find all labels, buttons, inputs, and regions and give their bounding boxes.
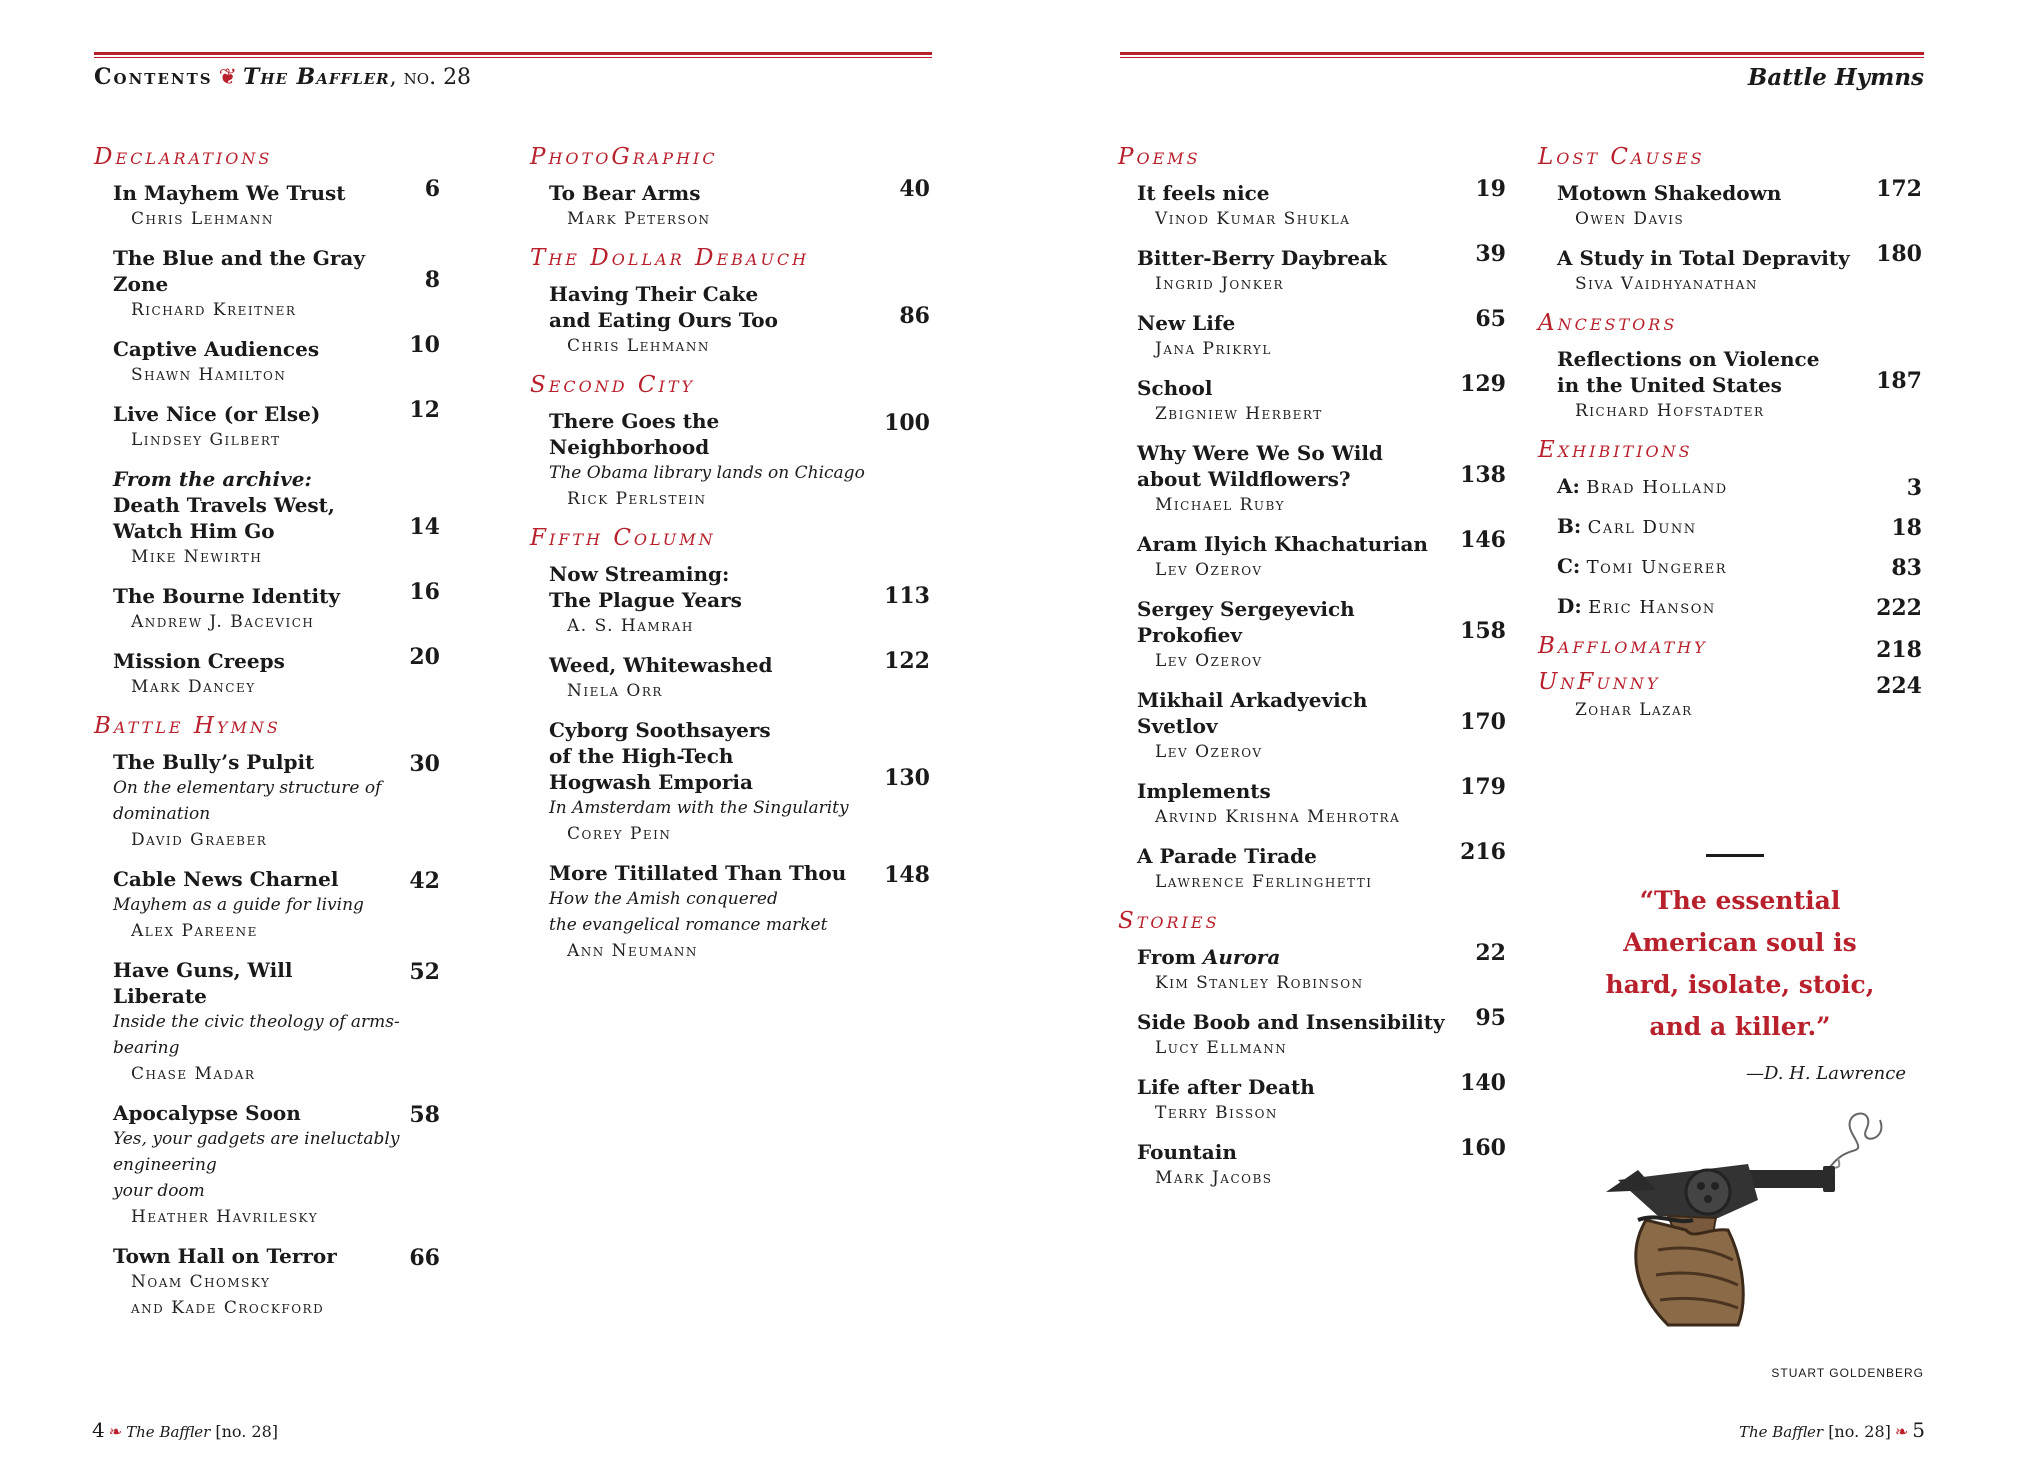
- exhibition-label: C:: [1557, 554, 1581, 578]
- exhibition-page: 83: [1891, 555, 1922, 581]
- entry-author: David Graeber: [131, 830, 268, 850]
- entry-title: In Mayhem We Trust: [113, 181, 346, 205]
- toc-entry[interactable]: [530, 176, 930, 232]
- entry-page: 16: [409, 579, 440, 605]
- entry-title: [1137, 944, 1506, 970]
- entry-title: Town Hall on Terror: [113, 1244, 337, 1268]
- unfunny-entry[interactable]: [1538, 669, 1922, 723]
- toc-entry[interactable]: [1118, 687, 1506, 765]
- entry-page: 20: [409, 644, 440, 670]
- column-2: [530, 138, 930, 977]
- section-title-fifth-column: Fifth Column: [530, 525, 716, 551]
- entry-title: about Wildflowers?: [1137, 467, 1351, 491]
- entry-dek: your doom: [113, 1181, 205, 1201]
- entry-author: Chris Lehmann: [131, 209, 274, 229]
- entry-page: 129: [1460, 371, 1506, 397]
- magazine-name: The Baffler: [243, 64, 390, 90]
- toc-entry[interactable]: [94, 579, 440, 635]
- entry-author: Lev Ozerov: [1155, 560, 1263, 580]
- entry-author: Chase Madar: [131, 1064, 256, 1084]
- entry-title: Captive Audiences: [113, 337, 320, 361]
- exhibition-artist: Brad Holland: [1586, 477, 1728, 498]
- entry-title: Having Their Cake: [549, 282, 759, 306]
- entry-page: 6: [424, 176, 440, 202]
- exhibition-page: 18: [1891, 515, 1922, 541]
- column-3: [1118, 138, 1506, 1204]
- illustration-credit: STUART GOLDENBERG: [1771, 1366, 1924, 1380]
- entry-page: 140: [1460, 1070, 1506, 1096]
- entry-page: 170: [1460, 709, 1506, 735]
- entry-title-italic: Aurora: [1202, 945, 1281, 969]
- section-title-dollar-debauch: The Dollar Debauch: [530, 245, 810, 271]
- entry-dek: the evangelical romance market: [549, 915, 828, 935]
- entry-author: Zohar Lazar: [1575, 700, 1693, 720]
- section-title-unfunny: UnFunny: [1538, 669, 1661, 695]
- toc-entry[interactable]: [94, 957, 440, 1087]
- entry-title: Live Nice (or Else): [113, 402, 321, 426]
- entry-title: Apocalypse Soon: [113, 1101, 301, 1125]
- publication-name: The Baffler: [1738, 1423, 1824, 1441]
- toc-entry[interactable]: [1118, 774, 1506, 830]
- entry-author: Mike Newirth: [131, 547, 263, 567]
- section-title-stories: Stories: [1118, 908, 1220, 934]
- entry-title: and Eating Ours Too: [549, 308, 778, 332]
- entry-page: 19: [1475, 176, 1506, 202]
- exhibition-entry[interactable]: [1538, 473, 1922, 501]
- entry-page: 179: [1460, 774, 1506, 800]
- entry-author: Vinod Kumar Shukla: [1155, 209, 1351, 229]
- toc-entry[interactable]: [1538, 176, 1922, 232]
- contents-label: Contents: [94, 64, 213, 90]
- toc-entry[interactable]: [94, 332, 440, 388]
- entry-author: Chris Lehmann: [567, 336, 710, 356]
- ornament-icon: ❧: [108, 1422, 123, 1441]
- entry-author: Mark Dancey: [131, 677, 256, 697]
- page-number: 5: [1912, 1418, 1925, 1442]
- toc-entry[interactable]: [94, 466, 440, 570]
- toc-entry[interactable]: [530, 561, 930, 639]
- toc-entry[interactable]: [94, 176, 440, 232]
- entry-author: Siva Vaidhyanathan: [1575, 274, 1758, 294]
- entry-page: 14: [409, 514, 440, 540]
- entry-title: in the United States: [1557, 373, 1782, 397]
- ornament-icon: ❦: [218, 65, 238, 90]
- entry-author: Niela Orr: [567, 681, 663, 701]
- toc-entry[interactable]: [94, 644, 440, 700]
- exhibition-page: 222: [1876, 595, 1922, 621]
- folio-right: [1739, 1418, 1925, 1442]
- entry-page: 66: [409, 1245, 440, 1271]
- running-head-right: Battle Hymns: [1747, 64, 1924, 91]
- entry-dek: Yes, your gadgets are ineluctably engineering: [113, 1129, 400, 1175]
- entry-page: 58: [409, 1102, 440, 1128]
- entry-author: and Kade Crockford: [131, 1298, 325, 1318]
- entry-page: 39: [1475, 241, 1506, 267]
- toc-entry[interactable]: [530, 717, 930, 847]
- entry-page: 12: [409, 397, 440, 423]
- entry-page: 22: [1475, 940, 1506, 966]
- page-number: 4: [92, 1418, 105, 1442]
- issue-number: no. 28: [403, 65, 472, 90]
- entry-title: It feels nice: [1137, 181, 1270, 205]
- entry-page: 40: [899, 176, 930, 202]
- bafflomathy-entry[interactable]: [1538, 633, 1922, 663]
- entry-title: The Bourne Identity: [113, 584, 340, 608]
- toc-entry[interactable]: [1118, 371, 1506, 427]
- entry-dek: Inside the civic theology of arms-bearing: [113, 1012, 400, 1058]
- entry-title: Cable News Charnel: [113, 867, 339, 891]
- entry-author: Andrew J. Bacevich: [131, 612, 315, 632]
- exhibition-entry[interactable]: [1538, 553, 1922, 581]
- section-title-bafflomathy: Bafflomathy: [1538, 633, 1708, 659]
- exhibition-artist: Tomi Ungerer: [1586, 557, 1727, 578]
- entry-author: Richard Kreitner: [131, 300, 297, 320]
- section-title-second-city: Second City: [530, 372, 696, 398]
- toc-entry[interactable]: [1118, 1135, 1506, 1191]
- entry-title: Implements: [1137, 779, 1271, 803]
- entry-author: Richard Hofstadter: [1575, 401, 1765, 421]
- section-title-lost-causes: Lost Causes: [1538, 144, 1705, 170]
- exhibition-page: 3: [1906, 475, 1922, 501]
- entry-author: Kim Stanley Robinson: [1155, 973, 1364, 993]
- quote-line: hard, isolate, stoic,: [1605, 970, 1875, 999]
- entry-title: Life after Death: [1137, 1075, 1315, 1099]
- entry-author: Mark Peterson: [567, 209, 711, 229]
- entry-author: Jana Prikryl: [1155, 339, 1272, 359]
- exhibition-label: D:: [1557, 594, 1582, 618]
- entry-title: To Bear Arms: [549, 181, 701, 205]
- entry-page: 52: [409, 959, 440, 985]
- entry-page: 130: [884, 765, 930, 791]
- column-1: [94, 138, 440, 1334]
- entry-title: Have Guns, Will Liberate: [113, 958, 293, 1008]
- entry-title: Death Travels West,: [113, 493, 335, 517]
- entry-page: 86: [899, 303, 930, 329]
- entry-tag: From the archive:: [113, 467, 312, 491]
- entry-author: Ann Neumann: [567, 941, 698, 961]
- ornament-icon: ❧: [1894, 1422, 1909, 1441]
- toc-entry[interactable]: [94, 1100, 440, 1230]
- toc-entry[interactable]: [530, 648, 930, 704]
- quote-line: “The essential: [1639, 886, 1841, 915]
- entry-page: 10: [409, 332, 440, 358]
- folio-left: [92, 1418, 278, 1442]
- entry-page: 122: [884, 648, 930, 674]
- entry-page: 95: [1475, 1005, 1506, 1031]
- entry-title: The Plague Years: [549, 588, 742, 612]
- toc-entry[interactable]: [1118, 440, 1506, 518]
- toc-entry[interactable]: [94, 245, 440, 323]
- entry-page: 8: [424, 267, 440, 293]
- entry-page: 146: [1460, 527, 1506, 553]
- entry-page: 42: [409, 868, 440, 894]
- entry-author: Lawrence Ferlinghetti: [1155, 872, 1373, 892]
- entry-author: Shawn Hamilton: [131, 365, 287, 385]
- entry-page: 30: [409, 751, 440, 777]
- toc-entry[interactable]: [94, 397, 440, 453]
- ornamental-divider: [1706, 854, 1764, 857]
- entry-title: New Life: [1137, 311, 1236, 335]
- entry-title-prefix: From: [1137, 945, 1203, 969]
- entry-page: 113: [884, 583, 930, 609]
- top-rule-left: [94, 52, 932, 58]
- entry-author: A. S. Hamrah: [567, 616, 694, 636]
- toc-entry[interactable]: [1118, 306, 1506, 362]
- toc-entry[interactable]: [1118, 1070, 1506, 1126]
- section-title-poems: Poems: [1118, 144, 1201, 170]
- entry-author: Lindsey Gilbert: [131, 430, 281, 450]
- entry-dek: On the elementary structure of domination: [113, 778, 382, 824]
- entry-page: 224: [1876, 673, 1922, 699]
- toc-entry[interactable]: [1118, 1005, 1506, 1061]
- entry-page: 187: [1876, 368, 1922, 394]
- entry-page: 65: [1475, 306, 1506, 332]
- section-title-photographic: PhotoGraphic: [530, 144, 718, 170]
- entry-page: 218: [1876, 637, 1922, 663]
- entry-author: Terry Bisson: [1155, 1103, 1278, 1123]
- entry-title: A Parade Tirade: [1137, 844, 1317, 868]
- toc-entry[interactable]: [94, 866, 440, 944]
- entry-page: 216: [1460, 839, 1506, 865]
- entry-title: Watch Him Go: [113, 519, 275, 543]
- entry-title: Cyborg Soothsayers: [549, 718, 771, 742]
- toc-entry[interactable]: [1538, 346, 1922, 424]
- entry-dek: Mayhem as a guide for living: [113, 895, 364, 915]
- entry-title: Reflections on Violence: [1557, 347, 1820, 371]
- entry-title: A Study in Total Depravity: [1557, 246, 1850, 270]
- pull-quote: [1590, 880, 1890, 1048]
- issue-number: [no. 28]: [1828, 1422, 1891, 1441]
- toc-entry[interactable]: [1118, 176, 1506, 232]
- entry-author: Corey Pein: [567, 824, 672, 844]
- toc-entry[interactable]: [1118, 241, 1506, 297]
- exhibition-artist: Carl Dunn: [1587, 517, 1697, 538]
- exhibition-artist: Eric Hanson: [1588, 597, 1716, 618]
- toc-entry[interactable]: [530, 281, 930, 359]
- entry-author: Ingrid Jonker: [1155, 274, 1285, 294]
- entry-title: Aram Ilyich Khachaturian: [1137, 532, 1428, 556]
- entry-author: Zbigniew Herbert: [1155, 404, 1323, 424]
- toc-entry[interactable]: [94, 1243, 440, 1321]
- entry-author: Noam Chomsky: [131, 1272, 271, 1292]
- entry-title: Weed, Whitewashed: [549, 653, 773, 677]
- entry-page: 158: [1460, 618, 1506, 644]
- toc-entry[interactable]: [1118, 527, 1506, 583]
- section-title-declarations: Declarations: [94, 144, 273, 170]
- exhibition-label: B:: [1557, 514, 1582, 538]
- entry-author: Heather Havrilesky: [131, 1207, 319, 1227]
- toc-entry[interactable]: [1538, 241, 1922, 297]
- toc-entry[interactable]: [94, 749, 440, 853]
- entry-page: 172: [1876, 176, 1922, 202]
- issue-number: [no. 28]: [215, 1422, 279, 1441]
- exhibition-label: A:: [1557, 474, 1580, 498]
- entry-title: Sergey Sergeyevich Prokofiev: [1137, 597, 1355, 647]
- entry-title: Motown Shakedown: [1557, 181, 1782, 205]
- column-4: [1538, 138, 1922, 723]
- entry-title: Hogwash Emporia: [549, 770, 753, 794]
- entry-author: Lev Ozerov: [1155, 651, 1263, 671]
- entry-page: 148: [884, 862, 930, 888]
- entry-title: of the High-Tech: [549, 744, 734, 768]
- running-head-left: Contents ❦ The Baffler, no. 28: [94, 64, 472, 90]
- toc-entry[interactable]: [1118, 940, 1506, 996]
- entry-author: Arvind Krishna Mehrotra: [1155, 807, 1401, 827]
- quote-line: and a killer.”: [1649, 1012, 1831, 1041]
- exhibition-entry[interactable]: [1538, 593, 1922, 621]
- entry-title: Mission Creeps: [113, 649, 285, 673]
- toc-entry: [1538, 697, 1922, 723]
- toc-entry[interactable]: [530, 860, 930, 964]
- entry-author: Mark Jacobs: [1155, 1168, 1273, 1188]
- entry-title: The Blue and the Gray Zone: [113, 246, 365, 296]
- entry-title: Mikhail Arkadyevich Svetlov: [1137, 688, 1368, 738]
- entry-author: Lucy Ellmann: [1155, 1038, 1288, 1058]
- quote-attribution: —D. H. Lawrence: [1745, 1063, 1906, 1084]
- publication-name: The Baffler: [126, 1423, 211, 1441]
- entry-title: Now Streaming:: [549, 562, 730, 586]
- entry-author: Owen Davis: [1575, 209, 1685, 229]
- entry-page: 160: [1460, 1135, 1506, 1161]
- entry-page: 138: [1460, 462, 1506, 488]
- toc-entry[interactable]: [1118, 596, 1506, 674]
- entry-page: 100: [884, 410, 930, 436]
- entry-author: Rick Perlstein: [567, 489, 707, 509]
- entry-title: More Titillated Than Thou: [549, 861, 847, 885]
- entry-page: 180: [1876, 241, 1922, 267]
- entry-dek: The Obama library lands on Chicago: [549, 463, 865, 483]
- section-title-exhibitions: Exhibitions: [1538, 437, 1693, 463]
- entry-author: Michael Ruby: [1155, 495, 1286, 515]
- revolver-smoking-icon: [1598, 1100, 1898, 1340]
- entry-dek: How the Amish conquered: [549, 889, 778, 909]
- entry-title: The Bully’s Pulpit: [113, 750, 315, 774]
- section-title-battle-hymns: Battle Hymns: [94, 713, 281, 739]
- entry-dek: In Amsterdam with the Singularity: [549, 798, 849, 818]
- entry-title: Fountain: [1137, 1140, 1237, 1164]
- toc-entry[interactable]: [1118, 839, 1506, 895]
- entry-title: Why Were We So Wild: [1137, 441, 1383, 465]
- toc-entry[interactable]: [530, 408, 930, 512]
- exhibition-entry[interactable]: [1538, 513, 1922, 541]
- quote-line: American soul is: [1623, 928, 1857, 957]
- entry-title: Bitter-Berry Daybreak: [1137, 246, 1387, 270]
- entry-author: Alex Pareene: [131, 921, 258, 941]
- top-rule-right: [1120, 52, 1924, 58]
- entry-title: Side Boob and Insensibility: [1137, 1010, 1445, 1034]
- entry-title: There Goes the Neighborhood: [549, 409, 720, 459]
- section-title-ancestors: Ancestors: [1538, 310, 1678, 336]
- entry-title: School: [1137, 376, 1213, 400]
- entry-author: Lev Ozerov: [1155, 742, 1263, 762]
